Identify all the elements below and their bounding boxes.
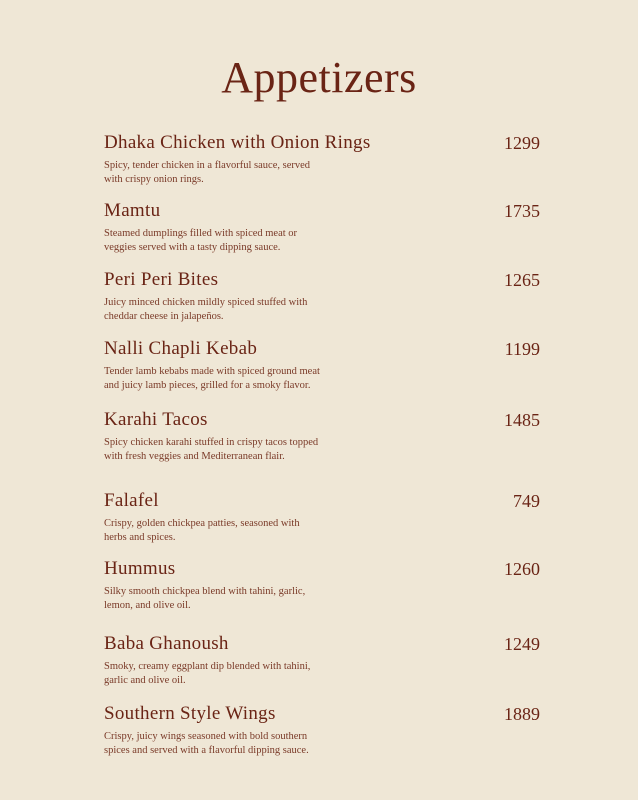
item-price: 1889 (504, 704, 540, 724)
item-price: 1249 (504, 634, 540, 654)
menu-item (104, 489, 540, 549)
item-price: 1199 (504, 339, 540, 359)
item-name: Nalli Chapli Kebab (104, 338, 258, 359)
menu-item (104, 337, 540, 397)
item-description: Juicy minced chicken mildly spiced stuffed with cheddar cheese in jalapeños. (104, 297, 308, 322)
item-price: 1299 (504, 133, 540, 153)
item-name: Karahi Tacos (104, 409, 208, 430)
menu-item (104, 632, 540, 692)
item-name: Dhaka Chicken with Onion Rings (104, 132, 371, 153)
item-description: Crispy, juicy wings seasoned with bold southern spices and served with a flavorful dipping sauce. (104, 731, 309, 756)
item-name: Baba Ghanoush (104, 633, 229, 654)
menu-item (104, 408, 540, 483)
item-description: Steamed dumplings filled with spiced meat or veggies served with a tasty dipping sauce. (104, 228, 298, 253)
item-description: Spicy, tender chicken in a flavorful sauce, served with crispy onion rings. (104, 160, 311, 185)
menu-item (104, 557, 540, 617)
item-name: Peri Peri Bites (104, 269, 219, 290)
menu-item (104, 702, 540, 777)
item-description: Crispy, golden chickpea patties, seasoned with herbs and spices. (104, 518, 300, 543)
item-description: Tender lamb kebabs made with spiced ground meat and juicy lamb pieces, grilled for a smoky flavor. (104, 366, 320, 391)
item-price: 1260 (504, 559, 540, 579)
item-name: Falafel (104, 490, 159, 511)
item-price: 1485 (504, 410, 540, 430)
item-name: Mamtu (104, 200, 161, 221)
item-name: Southern Style Wings (104, 703, 276, 724)
item-description: Spicy chicken karahi stuffed in crispy tacos topped with fresh veggies and Mediterranean flair. (104, 437, 319, 462)
menu-item (104, 131, 540, 191)
item-price: 1265 (504, 270, 540, 290)
item-description: Silky smooth chickpea blend with tahini, garlic, lemon, and olive oil. (104, 586, 306, 611)
item-price: 1735 (504, 201, 540, 221)
menu-item (104, 199, 540, 259)
item-description: Smoky, creamy eggplant dip blended with tahini, garlic and olive oil. (104, 661, 311, 686)
page-title: Appetizers (221, 53, 417, 102)
item-price: 749 (513, 491, 540, 511)
item-name: Hummus (104, 558, 176, 579)
menu-item (104, 268, 540, 328)
